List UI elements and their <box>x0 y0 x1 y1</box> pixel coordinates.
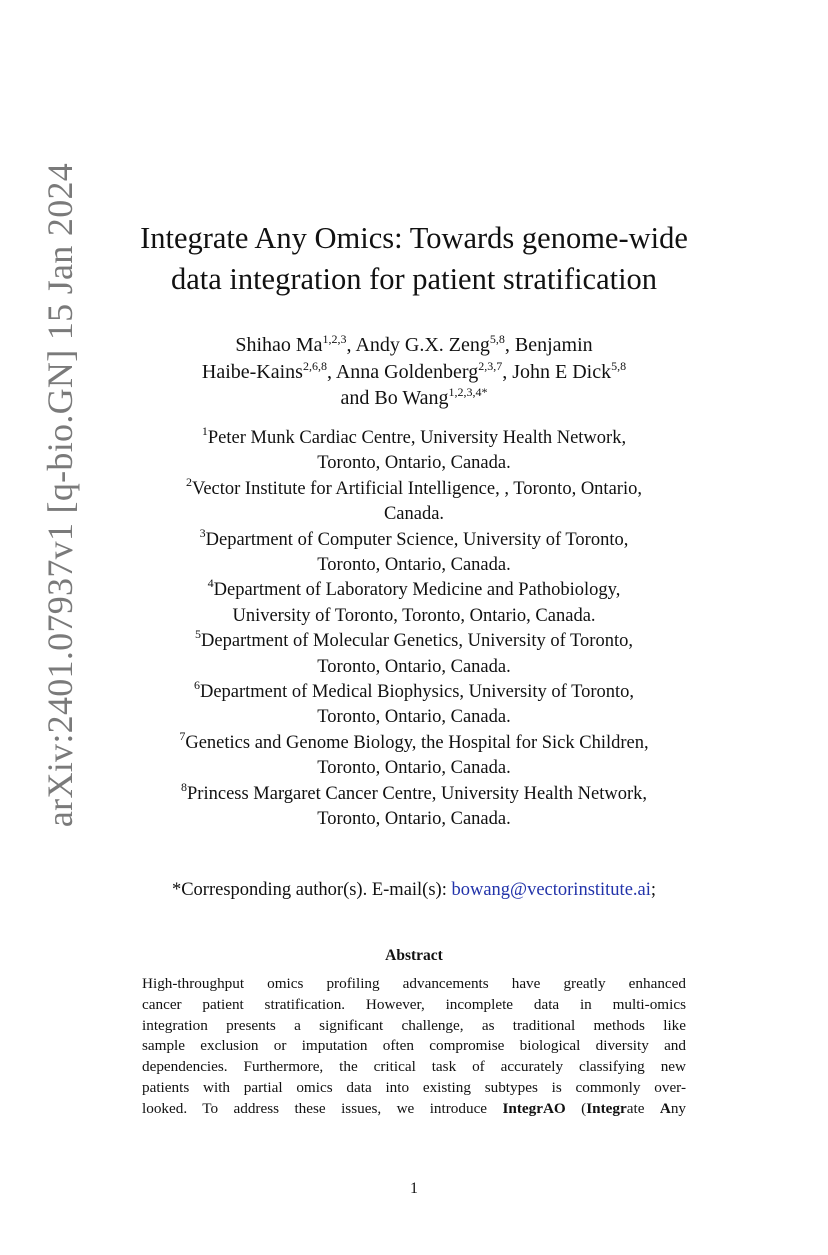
affiliation-number: 4 <box>207 576 214 591</box>
affiliation-number: 6 <box>193 678 200 693</box>
affiliation-item: $^7$Genetics and Genome Biology, the Hospital for Sick Children, Toronto, Ontario, Canada. <box>179 728 649 779</box>
abstract-line: High-throughput omics profiling advancements have greatly enhanced <box>142 975 686 992</box>
abstract-line: cancer patient stratification. However, incomplete data in multi-omics <box>142 995 686 1013</box>
affiliation-number: 7 <box>179 728 186 743</box>
title-line-1: Integrate Any Omics: Towards genome-wide <box>140 221 688 255</box>
author-name: Haibe-Kains <box>201 360 303 383</box>
affiliation-item: $^2$Vector Institute for Artificial Intelligence, , Toronto, Ontario, Canada. <box>186 474 642 525</box>
arxiv-identifier-stamp: arXiv:2401.07937v1 [q-bio.GN] 15 Jan 2024 <box>40 162 80 828</box>
affiliation-number: 8 <box>181 779 188 794</box>
corresponding-email-link[interactable]: bowang@vectorinstitute.ai <box>451 880 651 900</box>
author-name: and Bo Wang <box>340 387 449 409</box>
abstract-line: looked. To address these issues, we introduce IntegrAO (Integrate Any <box>142 1099 687 1117</box>
page-number: 1 <box>410 1180 418 1197</box>
affiliation-list <box>110 426 718 833</box>
author-name: John E Dick <box>512 360 612 383</box>
abstract-line: dependencies. Furthermore, the critical task of accurately classifying new <box>142 1058 686 1076</box>
abstract-text <box>142 974 686 1120</box>
abstract-line: sample exclusion or imputation often compromise biological diversity and <box>142 1037 686 1055</box>
affiliation-number: 5 <box>195 627 202 642</box>
affiliation-item: $^1$Peter Munk Cardiac Centre, University Health Network, Toronto, Ontario, Canada. <box>201 424 627 474</box>
affiliation-item: $^3$Department of Computer Science, University of Toronto, Toronto, Ontario, Canada. <box>199 525 629 576</box>
title-line-2: data integration for patient stratification <box>170 262 658 296</box>
affiliation-number: 3 <box>199 525 206 540</box>
abstract-line: patients with partial omics data into existing subtypes is commonly over- <box>142 1078 686 1096</box>
integrao-name: IntegrAO <box>502 1099 566 1117</box>
paper-title <box>100 218 728 300</box>
author-name: Shihao Ma <box>235 334 323 356</box>
author-list: Shihao Ma$^{1,2,3}$, Andy G.X. Zeng$^{5,8}$, Benjamin Haibe-Kains$^{2,6,8}$, Anna Goldenberg$^{2,3,7}$, John E Dick$^{5,8}$ and Bo Wang$^{1,2,3,4*}$ <box>201 332 627 409</box>
author-affiliation-marks: 2,3,7 <box>478 358 503 373</box>
affiliation-number: 2 <box>186 474 193 489</box>
author-affiliation-marks: 5,8 <box>489 332 505 346</box>
affiliation-item: $^6$Department of Medical Biophysics, University of Toronto, Toronto, Ontario, Canada. <box>193 678 635 728</box>
author-affiliation-marks: 5,8 <box>611 358 627 373</box>
affiliation-number: 1 <box>201 424 208 438</box>
affiliation-item: $^4$Department of Laboratory Medicine and Pathobiology, University of Toronto, Toronto, Ontario, Canada. <box>207 576 621 626</box>
abstract-line: integration presents a significant challenge, as traditional methods like <box>142 1016 686 1034</box>
affiliation-item: $^5$Department of Molecular Genetics, University of Toronto, Toronto, Ontario, Canada. <box>195 627 633 677</box>
author-affiliation-marks: 1,2,3,4* <box>448 385 488 399</box>
corresponding-author-note: *Corresponding author(s). E-mail(s): bowang@vectorinstitute.ai; <box>171 880 657 900</box>
affiliation-item: $^8$Princess Margaret Cancer Centre, University Health Network, Toronto, Ontario, Canada. <box>181 779 647 830</box>
author-name: Andy G.X. Zeng <box>355 334 490 356</box>
abstract-heading: Abstract <box>385 947 443 964</box>
author-name: Anna Goldenberg <box>335 360 479 383</box>
author-affiliation-marks: 1,2,3 <box>322 332 347 346</box>
author-affiliation-marks: 2,6,8 <box>302 358 327 373</box>
